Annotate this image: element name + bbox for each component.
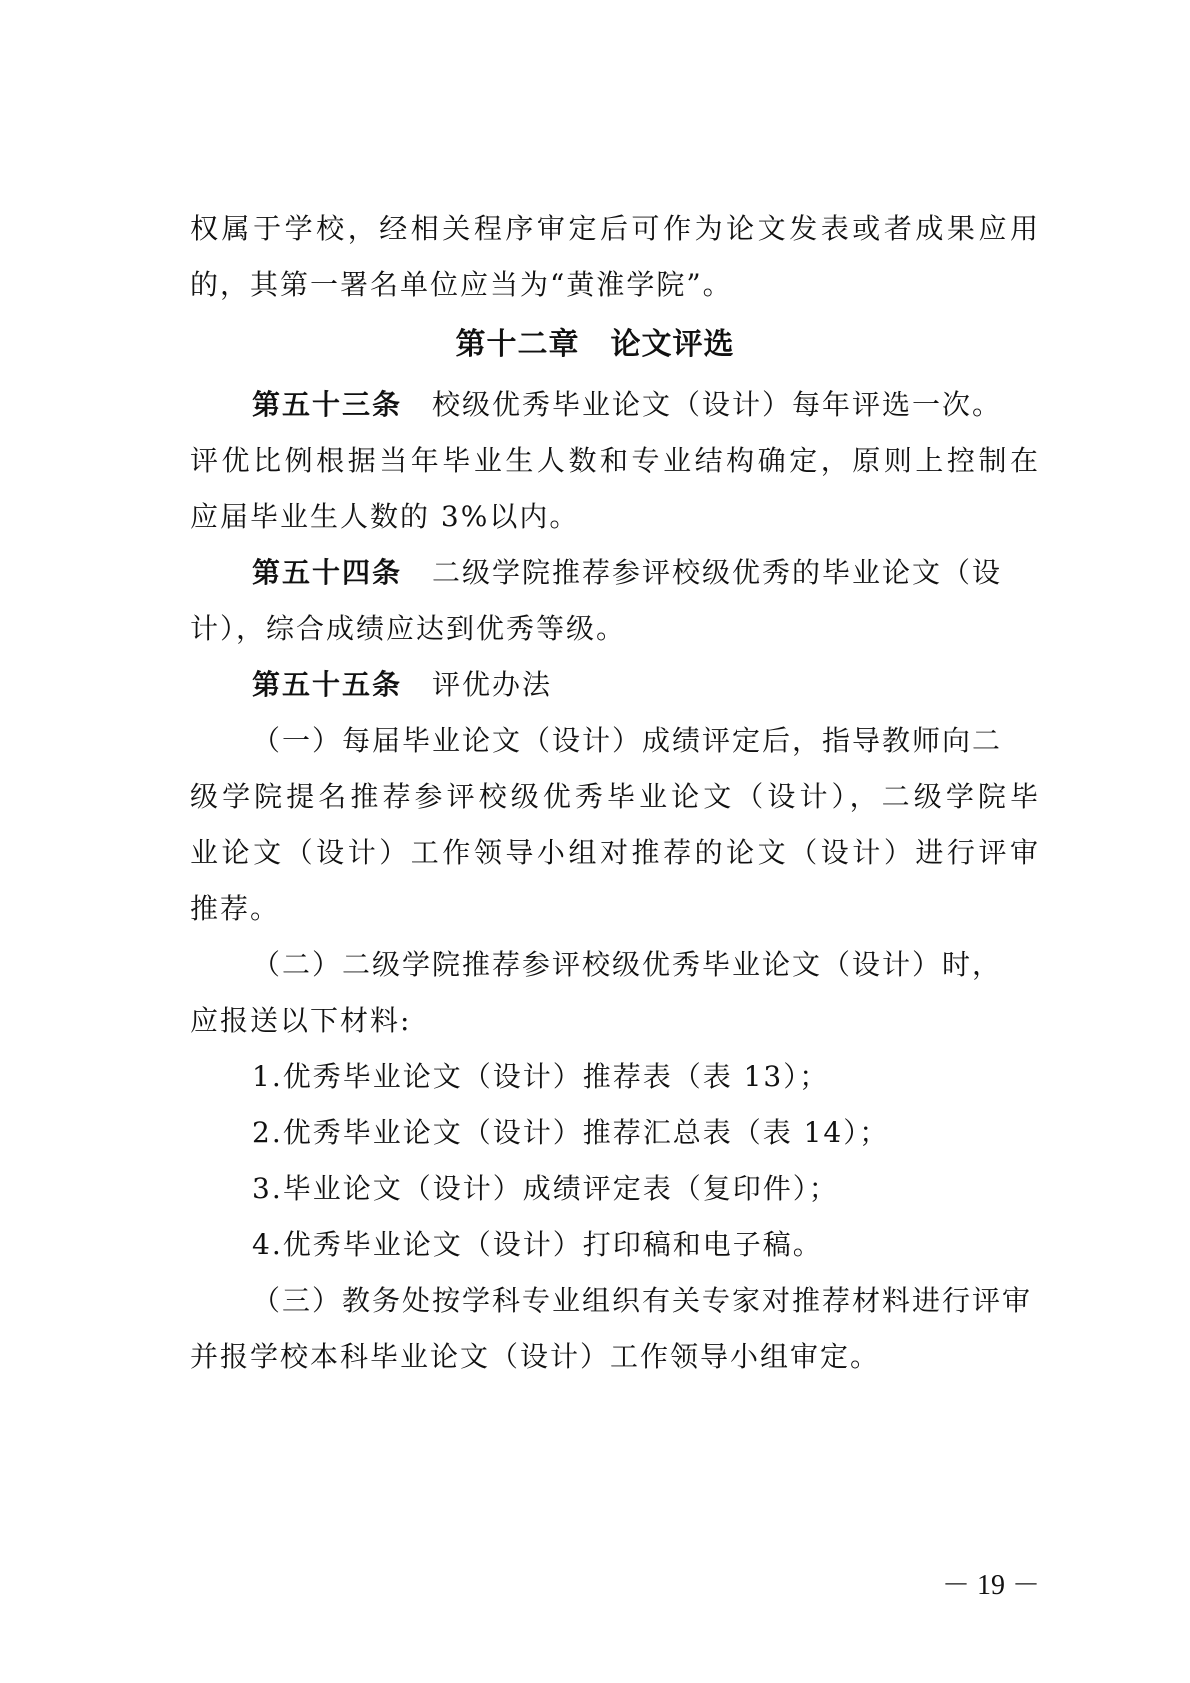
article-text: 二级学院推荐参评校级优秀的毕业论文（设 (432, 556, 1003, 589)
paragraph-line: 业论文（设计）工作领导小组对推荐的论文（设计）进行评审 (190, 836, 1040, 869)
paragraph-line: 评优比例根据当年毕业生人数和专业结构确定，原则上控制在 (190, 444, 1040, 477)
paragraph-line: 计），综合成绩应达到优秀等级。 (190, 612, 627, 645)
article-text: 评优办法 (432, 668, 553, 701)
paragraph-line: 权属于学校，经相关程序审定后可作为论文发表或者成果应用 (190, 212, 1040, 245)
list-item: 4.优秀毕业论文（设计）打印稿和电子稿。 (252, 1228, 823, 1261)
paragraph-line: （三）教务处按学科专业组织有关专家对推荐材料进行评审 (252, 1284, 1033, 1317)
list-item: 3.毕业论文（设计）成绩评定表（复印件）； (252, 1172, 839, 1205)
article-54-first-line (252, 553, 1102, 593)
paragraph-line: （二）二级学院推荐参评校级优秀毕业论文（设计）时， (252, 948, 1003, 981)
page-number: － 19 － (941, 1570, 1040, 1601)
list-item: 2.优秀毕业论文（设计）推荐汇总表（表 14）； (252, 1116, 890, 1149)
article-label: 第五十五条 (252, 668, 403, 701)
paragraph-line: 应报送以下材料: (190, 1004, 412, 1037)
article-53-first-line (252, 385, 1102, 425)
article-55-first-line (252, 665, 1102, 705)
paragraph-line: 并报学校本科毕业论文（设计）工作领导小组审定。 (190, 1340, 881, 1373)
paragraph-line: 应届毕业生人数的 3%以内。 (190, 500, 580, 533)
paragraph-line: 的，其第一署名单位应当为“黄淮学院”。 (190, 268, 733, 301)
paragraph-line: 推荐。 (190, 892, 281, 925)
article-label: 第五十四条 (252, 556, 403, 589)
list-item: 1.优秀毕业论文（设计）推荐表（表 13）； (252, 1060, 830, 1093)
article-label: 第五十三条 (252, 388, 403, 421)
paragraph-line: 级学院提名推荐参评校级优秀毕业论文（设计），二级学院毕 (190, 780, 1040, 813)
paragraph-line: （一）每届毕业论文（设计）成绩评定后，指导教师向二 (252, 724, 1003, 757)
article-text: 校级优秀毕业论文（设计）每年评选一次。 (432, 388, 1003, 421)
chapter-heading: 第十二章 论文评选 (455, 327, 735, 362)
